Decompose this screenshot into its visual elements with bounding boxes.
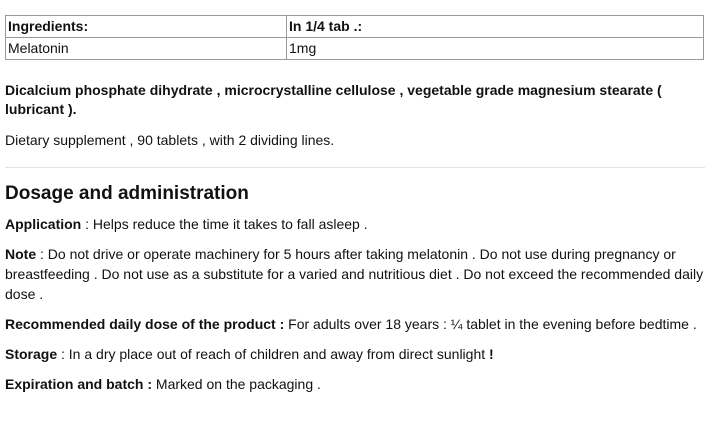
ingredients-header-amount: In 1/4 tab .: [287,16,704,38]
note-paragraph [5,244,705,304]
application-label: Application [5,216,82,232]
storage-exclamation: ! [489,346,494,362]
daily-dose-text: For adults over 18 years : ¼ tablet in the evening before bedtime . [284,316,697,332]
storage-paragraph [5,344,705,364]
ingredients-table [5,15,704,60]
ingredients-header-name: Ingredients: [6,16,287,38]
section-divider [5,167,705,168]
expiration-text: Marked on the packaging . [152,376,321,392]
product-info [5,15,705,394]
note-label: Note [5,246,37,262]
supplement-description: Dietary supplement , 90 tablets , with 2 dividing lines. [5,132,335,148]
excipients-text: Dicalcium phosphate dihydrate , microcrystalline cellulose , vegetable grade magnesium stearate ( lubricant ). [5,82,662,117]
storage-label: Storage [5,346,58,362]
storage-text: : In a dry place out of reach of children and away from direct sunlight [57,346,490,362]
expiration-paragraph [5,374,705,394]
application-text: : Helps reduce the time it takes to fall asleep . [81,216,368,232]
ingredients-header-row [6,16,704,38]
note-text: : Do not drive or operate machinery for 5 hours after taking melatonin . Do not use during pregnancy or breastfeeding . Do not use as a substitute for a varied and nutritious diet . Do not exceed the recommended daily dose . [5,246,704,302]
expiration-label: Expiration and batch : [5,376,153,392]
ingredient-amount: 1mg [287,38,704,60]
daily-dose-label: Recommended daily dose of the product : [5,316,285,332]
application-paragraph [5,214,705,234]
ingredient-name: Melatonin [6,38,287,60]
table-row [6,38,704,60]
daily-dose-paragraph [5,314,705,334]
dosage-heading: Dosage and administration [5,183,249,204]
